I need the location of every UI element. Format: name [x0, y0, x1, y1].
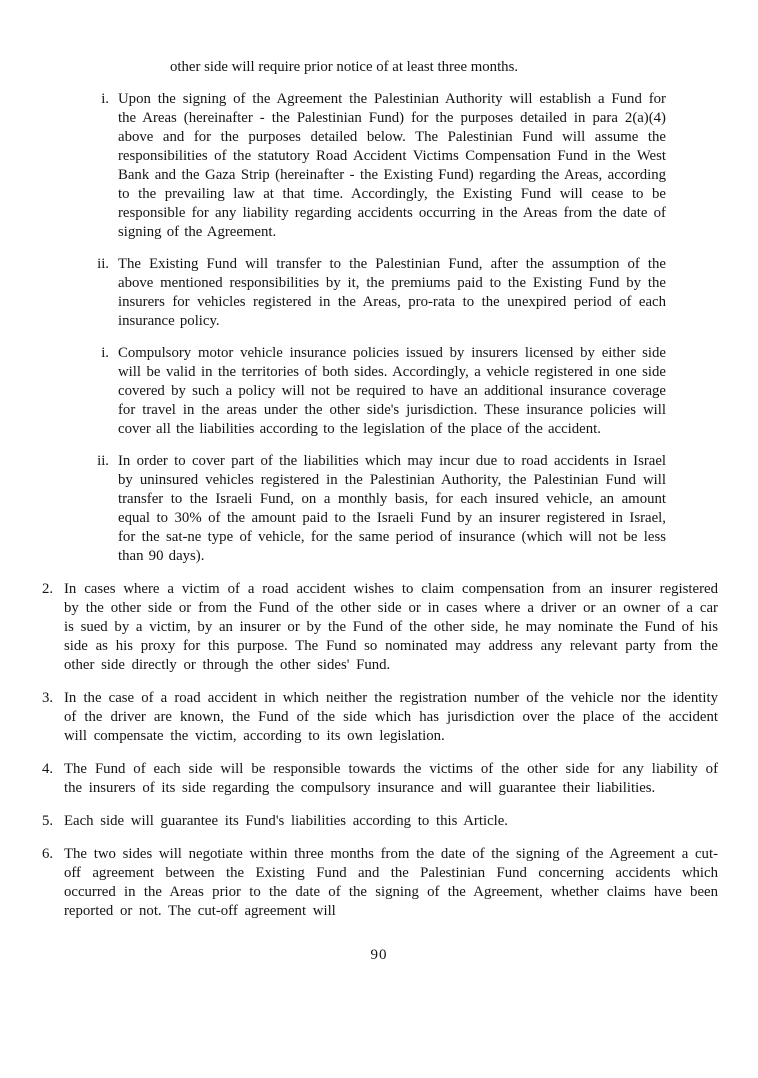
item-marker: ii. [97, 453, 109, 469]
numbered-item-6 [42, 845, 718, 921]
sub-list-item-ii-2 [88, 452, 666, 566]
item-text: The Existing Fund will transfer to the Palestinian Fund, after the assumption of the above mentioned responsibilities by it, the premiums paid to the Existing Fund by the insurers for vehicles registered in the Areas, pro-rata to the unexpired period of each insurance policy. [118, 256, 666, 329]
item-text: Upon the signing of the Agreement the Palestinian Authority will establish a Fund for the Areas (hereinafter - the Palestinian Fund) for the purposes detailed in para 2(a)(4) above and for the purposes detailed below. The Palestinian Fund will assume the responsibilities of the statutory Road Accident Victims Compensation Fund in the West Bank and the Gaza Strip (hereinafter - the Existing Fund) regarding the Areas, according to the prevailing law at that time. Accordingly, the Existing Fund will cease to be responsible for any liability regarding accidents occurring in the Areas from the date of signing of the Agreement. [118, 91, 666, 240]
item-marker: 6. [42, 846, 54, 862]
item-marker: i. [101, 345, 109, 361]
item-text: In the case of a road accident in which neither the registration number of the vehicle nor the identity of the driver are known, the Fund of the side which has jurisdiction over the place of the accident will compensate the victim, according to its own legislation. [64, 690, 718, 744]
item-text: Compulsory motor vehicle insurance policies issued by insurers licensed by either side will be valid in the territories of both sides. Accordingly, a vehicle registered in one side covered by such a policy will not be required to have an additional insurance coverage for travel in the areas under the other side's jurisdiction. These insurance policies will cover all the liabilities according to the legislation of the place of the accident. [118, 345, 666, 437]
item-marker: 3. [42, 690, 54, 706]
numbered-item-3 [42, 689, 718, 746]
numbered-item-5 [42, 812, 718, 831]
sub-list-item-i-1 [88, 90, 666, 242]
item-marker: 2. [42, 581, 54, 597]
page-number: 90 [370, 947, 388, 963]
item-text: The Fund of each side will be responsible towards the victims of the other side for any liability of the insurers of its side regarding the compulsory insurance and will guarantee their liabilities. [64, 761, 718, 796]
item-text: Each side will guarantee its Fund's liabilities according to this Article. [64, 813, 509, 829]
numbered-item-2 [42, 580, 718, 675]
sub-list-item-i-2 [88, 344, 666, 439]
item-marker: 4. [42, 761, 54, 777]
item-marker: ii. [97, 256, 109, 272]
item-text: The two sides will negotiate within three months from the date of the signing of the Agreement a cut-off agreement between the Existing Fund and the Palestinian Fund concerning accidents which occurred in the Areas prior to the date of the signing of the Agreement, whether claims have been reported or not. The cut-off agreement will [64, 846, 718, 919]
continuation-line: other side will require prior notice of at least three months. [170, 59, 519, 75]
item-text: In cases where a victim of a road accident wishes to claim compensation from an insurer registered by the other side or from the Fund of the other side or in cases where a driver or an owner of a car is sued by a victim, by an insurer or by the Fund of the other side, he may nominate the Fund of his side as his proxy for this purpose. The Fund so nominated may address any relevant party from the other side directly or through the other sides' Fund. [64, 581, 718, 673]
sub-list-item-ii-1 [88, 255, 666, 331]
item-marker: i. [101, 91, 109, 107]
numbered-item-4 [42, 760, 718, 798]
item-text: In order to cover part of the liabilities which may incur due to road accidents in Israel by uninsured vehicles registered in the Palestinian Authority, the Palestinian Fund will transfer to the Israeli Fund, on a monthly basis, for each insured vehicle, an amount equal to 30% of the amount paid to the Israeli Fund by an insurer registered in Israel, for the sat-ne type of vehicle, for the same period of insurance (which will not be less than 90 days). [118, 453, 666, 564]
item-marker: 5. [42, 813, 54, 829]
